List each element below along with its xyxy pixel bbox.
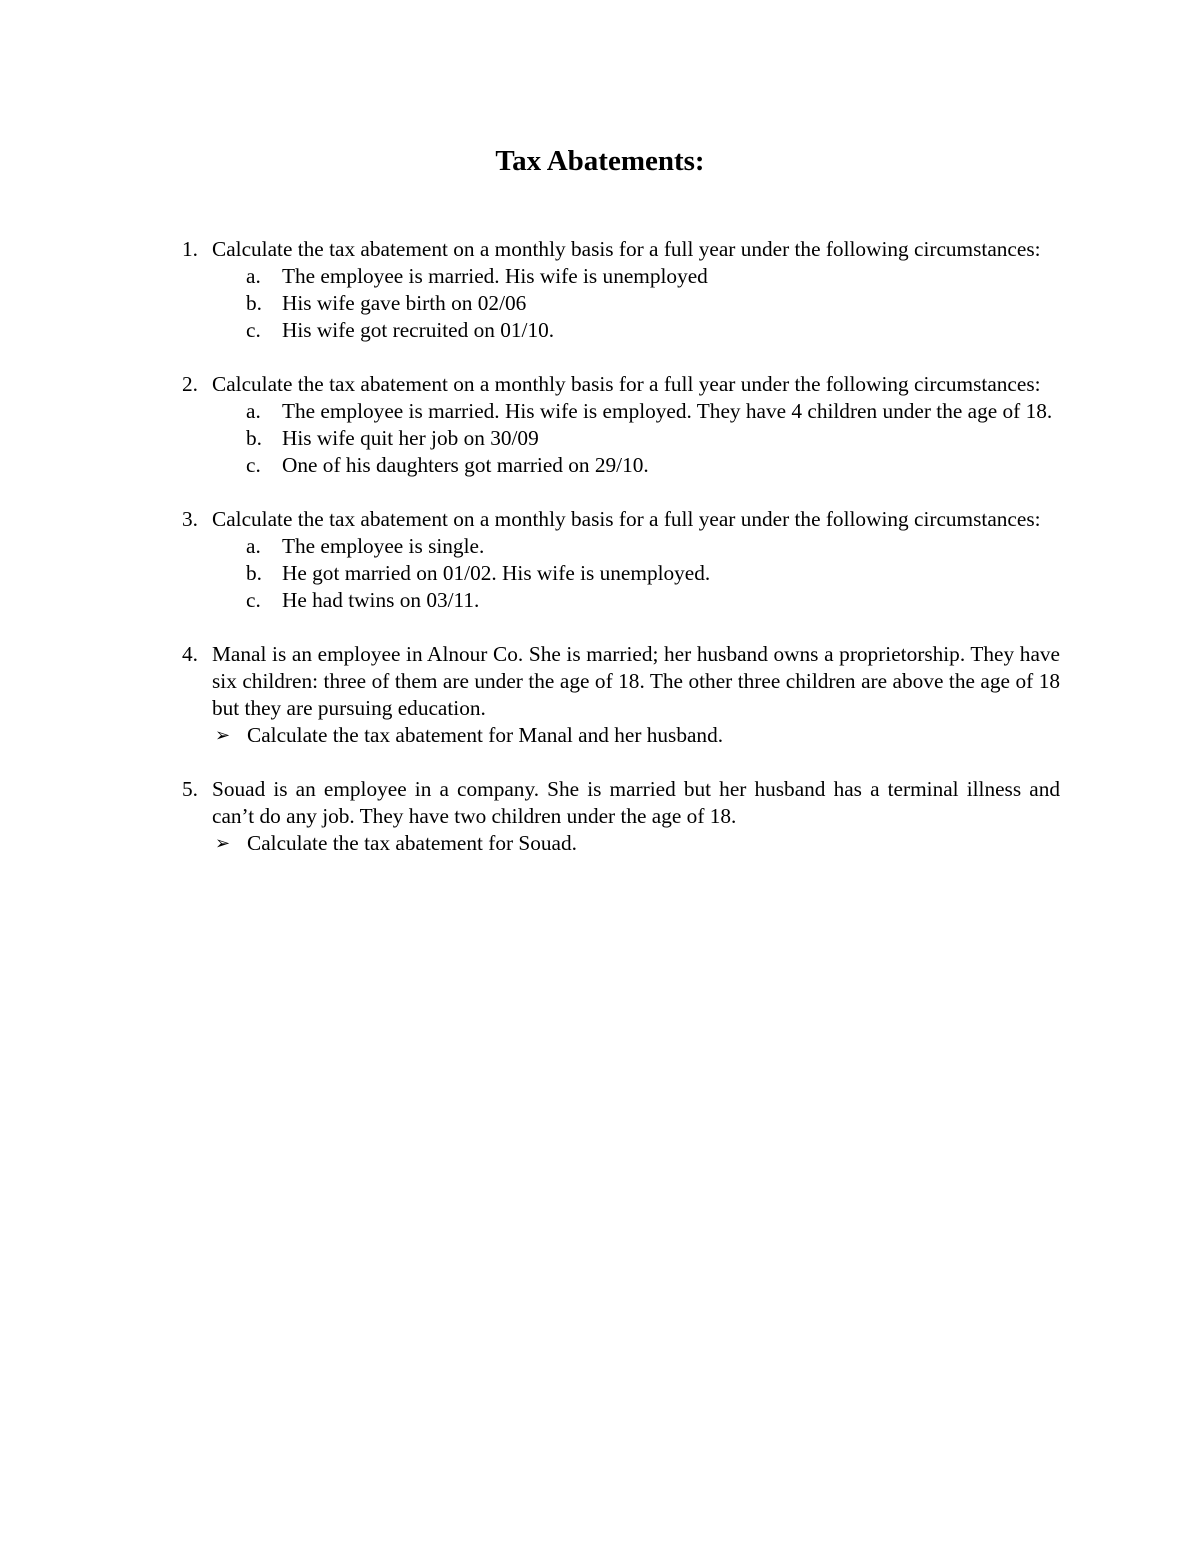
question-2 (168, 371, 1060, 479)
sub-item-letter: c. (246, 453, 261, 477)
sub-item-text: He got married on 01/02. His wife is unemployed. (282, 561, 711, 585)
sub-item-letter: b. (246, 426, 262, 450)
arrowhead-bullet-icon: ➢ (215, 725, 231, 746)
sub-item (212, 317, 1060, 344)
bullet-item (212, 830, 1060, 857)
sub-item (212, 425, 1060, 452)
sub-item-text: His wife quit her job on 30/09 (282, 426, 539, 450)
sub-item-letter: b. (246, 291, 262, 315)
sub-item-text: He had twins on 03/11. (282, 588, 480, 612)
question-number: 4. (182, 642, 198, 666)
sub-item-text: His wife gave birth on 02/06 (282, 291, 527, 315)
sub-item (212, 452, 1060, 479)
sub-item (212, 587, 1060, 614)
bullet-text: Calculate the tax abatement for Souad. (247, 831, 577, 855)
sub-item (212, 290, 1060, 317)
question-number: 2. (182, 372, 198, 396)
sub-item (212, 398, 1060, 425)
question-5 (168, 776, 1060, 857)
page-title: Tax Abatements: (495, 145, 705, 177)
sub-item (212, 263, 1060, 290)
sub-item (212, 533, 1060, 560)
arrowhead-bullet-icon: ➢ (215, 833, 231, 854)
sub-item-list (212, 533, 1060, 614)
question-3 (168, 506, 1060, 614)
question-text: Calculate the tax abatement on a monthly basis for a full year under the following circumstances: (212, 237, 1041, 261)
sub-item-letter: a. (246, 399, 261, 423)
sub-item-letter: a. (246, 264, 261, 288)
sub-item-text: The employee is married. His wife is employed. They have 4 children under the age of 18. (282, 399, 1053, 423)
sub-item-letter: c. (246, 318, 261, 342)
sub-item-text: His wife got recruited on 01/10. (282, 318, 555, 342)
question-text: Manal is an employee in Alnour Co. She is married; her husband owns a proprietorship. They have six children: three of them are under the age of 18. The other three children are above the age of 18 but they are pursuing education. (212, 642, 1060, 720)
bullet-item (212, 722, 1060, 749)
sub-item-list (212, 398, 1060, 479)
question-4 (168, 641, 1060, 749)
question-list (168, 236, 1060, 884)
question-1 (168, 236, 1060, 344)
sub-item-text: The employee is single. (282, 534, 485, 558)
sub-item-text: One of his daughters got married on 29/10. (282, 453, 649, 477)
sub-item-letter: a. (246, 534, 261, 558)
bullet-text: Calculate the tax abatement for Manal and her husband. (247, 723, 724, 747)
sub-item-letter: b. (246, 561, 262, 585)
sub-item-letter: c. (246, 588, 261, 612)
question-number: 1. (182, 237, 198, 261)
question-text: Souad is an employee in a company. She is married but her husband has a terminal illness and can’t do any job. They have two children under the age of 18. (212, 777, 1060, 828)
question-text: Calculate the tax abatement on a monthly basis for a full year under the following circumstances: (212, 372, 1041, 396)
sub-item (212, 560, 1060, 587)
question-text: Calculate the tax abatement on a monthly basis for a full year under the following circumstances: (212, 507, 1041, 531)
sub-item-text: The employee is married. His wife is unemployed (282, 264, 708, 288)
sub-item-list (212, 263, 1060, 344)
question-number: 3. (182, 507, 198, 531)
question-number: 5. (182, 777, 198, 801)
